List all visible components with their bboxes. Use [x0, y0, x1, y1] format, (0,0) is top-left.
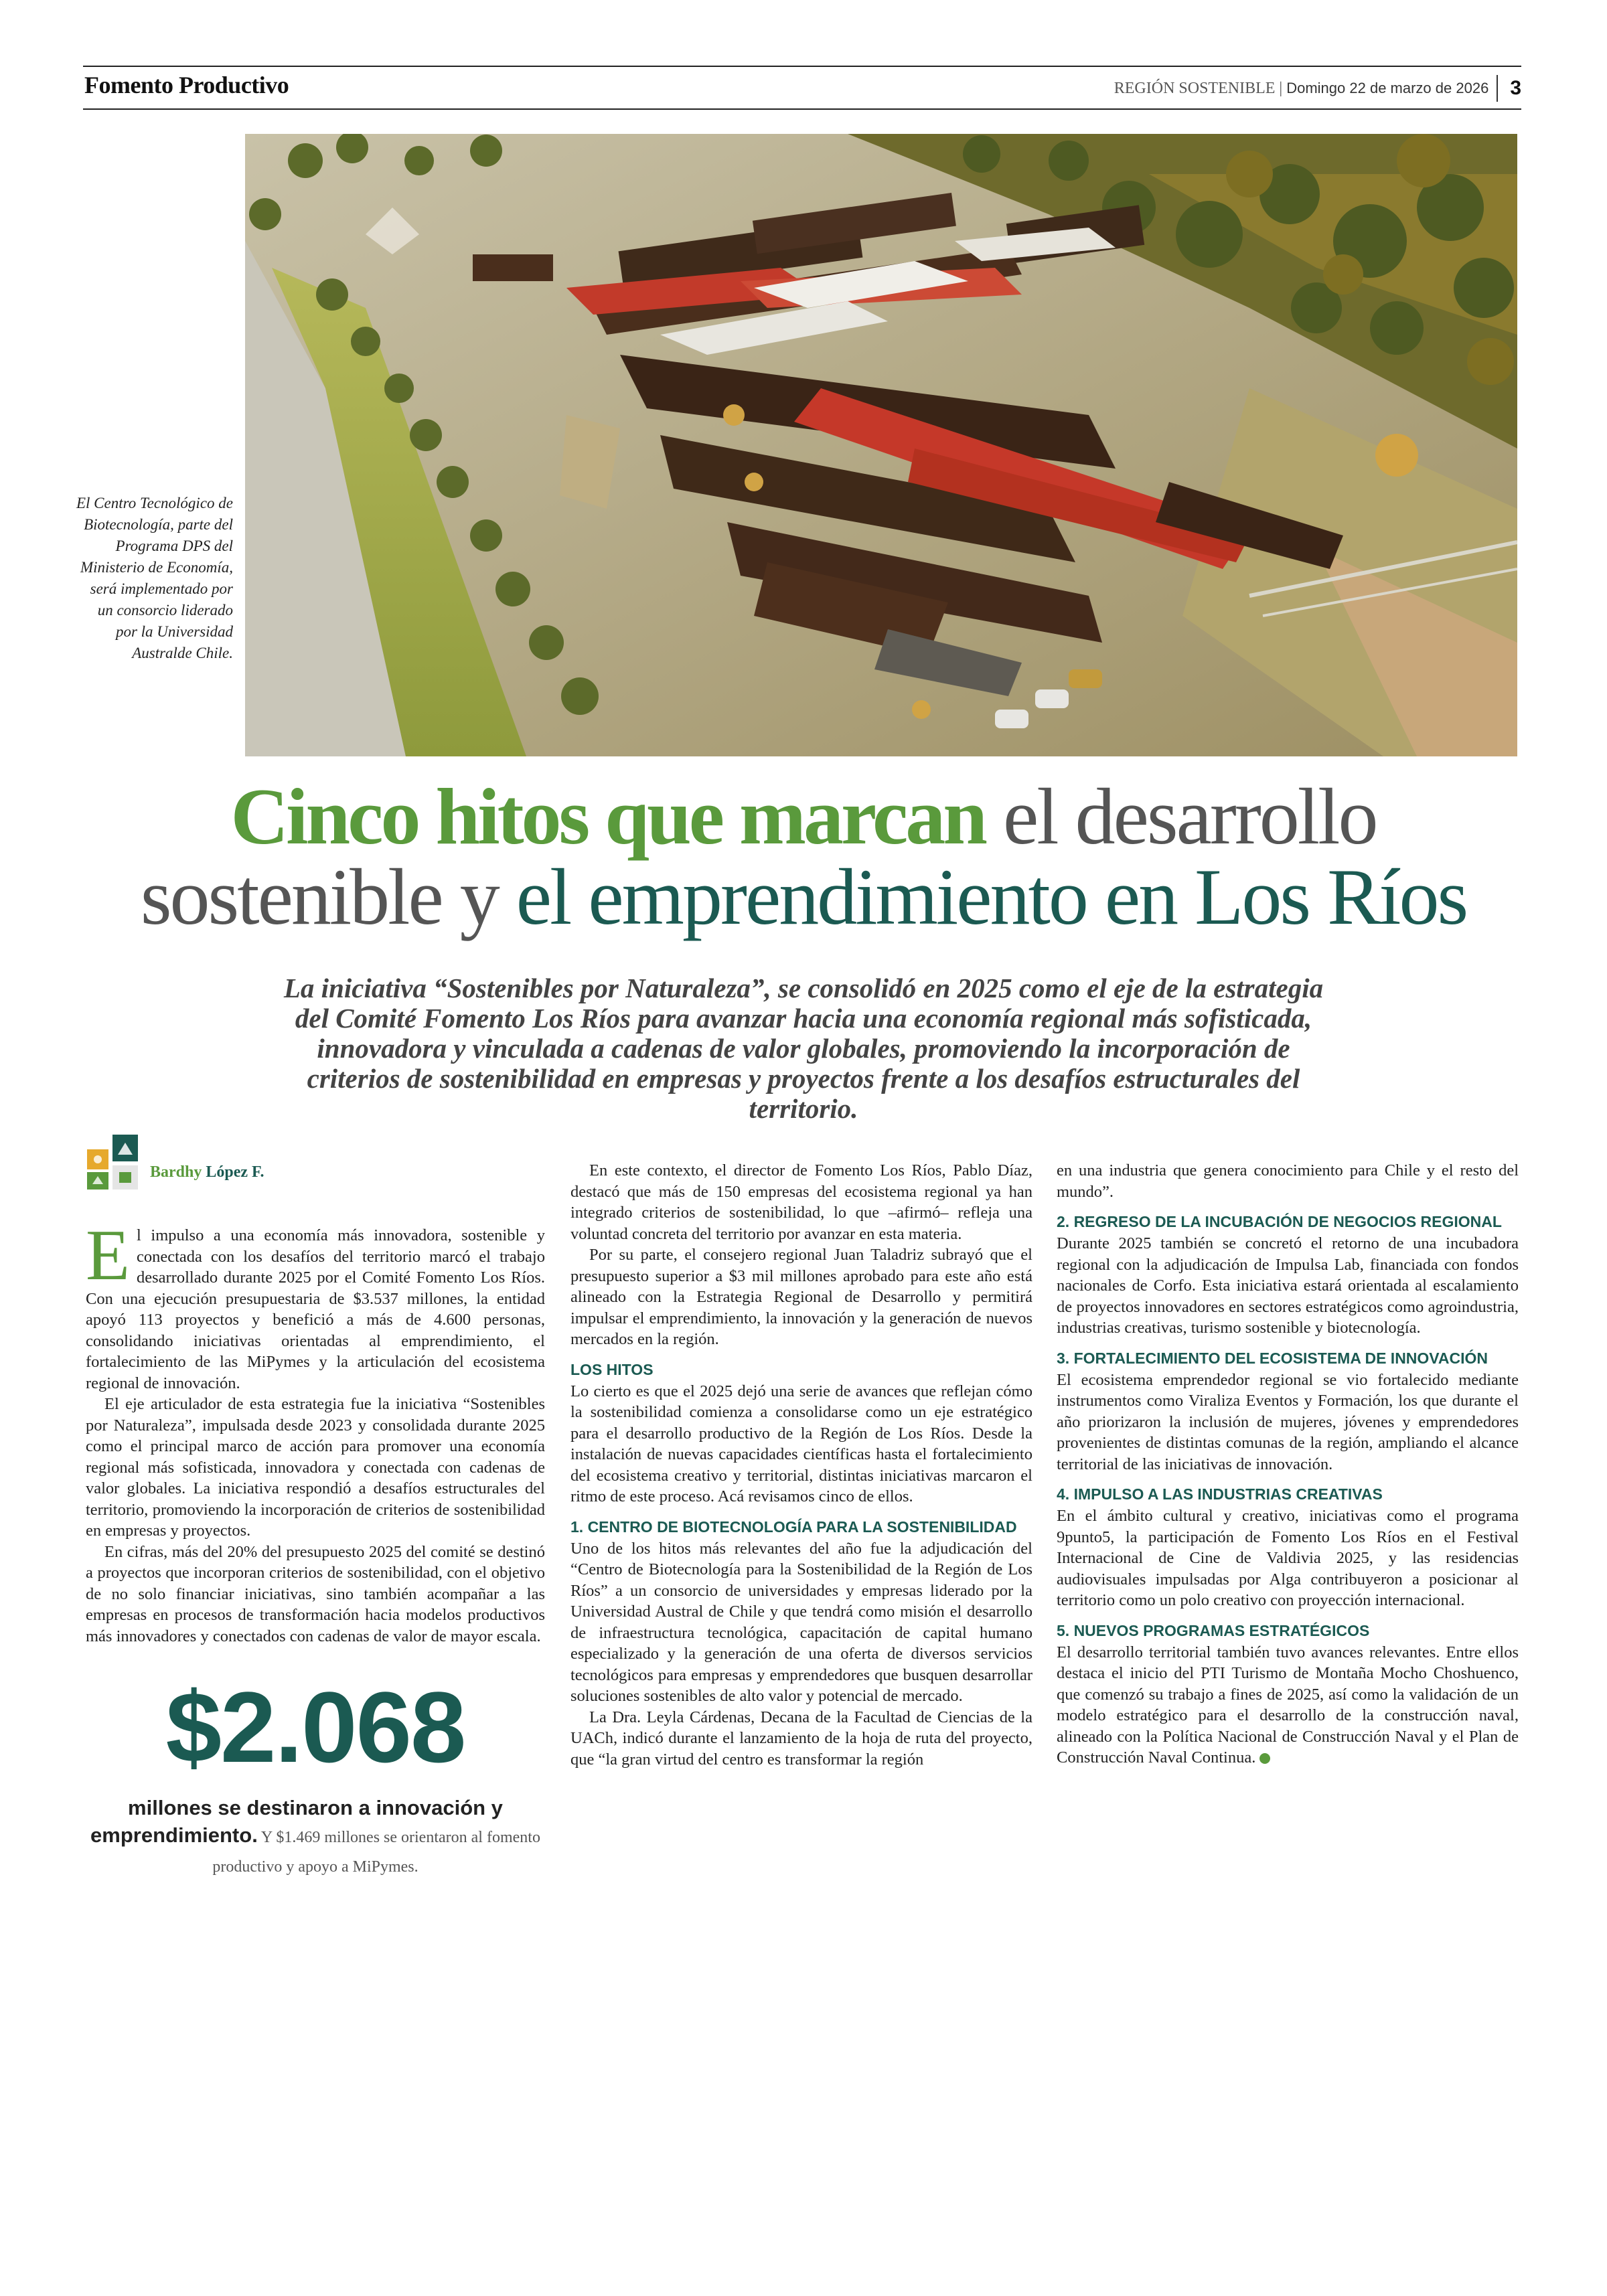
section-name: Fomento Productivo	[84, 72, 289, 98]
author-last-name: López F.	[202, 1163, 264, 1181]
aerial-rendering-photo	[245, 134, 1517, 756]
headline-grey-text-2: sostenible y	[140, 852, 516, 941]
paragraph: En cifras, más del 20% del presupuesto 2025 del comité se destinó a proyectos que incorporan criterios de sostenibilidad, con el objetivo de no solo financiar iniciativas, sino también acompañar a las empresas en procesos de transformación hacia modelos productivos más innovadores y conectados con cadenas de valor de mayor escala.	[86, 1542, 545, 1645]
author-first-name: Bardhy	[150, 1163, 202, 1181]
paragraph: El eje articulador de esta estrategia fue la iniciativa “Sostenibles por Naturaleza”, impulsada desde 2023 y consolidada durante 2025 como el principal marco de acción para promover una economía regional más sofisticada, innovadora y conectada con cadenas de valor globales. La iniciativa respondió a desafíos estructurales del territorio, promoviendo la incorporación de criterios de sostenibilidad en empresas y proyectos.	[86, 1395, 545, 1540]
stat-light-text: Y $1.469 millones se orientaron al fomento productivo y apoyo a MiPymes.	[212, 1829, 540, 1876]
headline-teal-text: el emprendimiento en Los Ríos	[516, 852, 1467, 941]
stat-number: $2.068	[165, 1671, 465, 1783]
stat-bold-text: millones se destinaron a innovación y emprendimiento.	[90, 1796, 503, 1847]
subheading-los-hitos: LOS HITOS	[570, 1360, 654, 1378]
subheading-hito-2: 2. REGRESO DE LA INCUBACIÓN DE NEGOCIOS REGIONAL	[1057, 1213, 1502, 1230]
headline-grey-text: el desarrollo	[985, 772, 1377, 861]
publication-name: REGIÓN SOSTENIBLE	[1114, 79, 1276, 97]
body-column-1	[86, 1216, 545, 1647]
subheading-hito-3: 3. FORTALECIMIENTO DEL ECOSISTEMA DE INNOVACIÓN	[1057, 1349, 1488, 1367]
paragraph-text: El desarrollo territorial también tuvo avances relevantes. Entre ellos destaca el inicio del PTI Turismo de Montaña Mocho Choshuenco, que comenzó su trabajo a fines de 2025, así como la validación de un modelo estratégico para el desarrollo de la construcción naval, alineado con la Política Nacional de Construcción Naval y el Plan de Construcción Naval Continua.	[1057, 1643, 1519, 1767]
comite-logo-icon	[87, 1135, 139, 1190]
paragraph: Lo cierto es que el 2025 dejó una serie de avances que reflejan cómo la sostenibilidad comienza a consolidarse como un eje estratégico para el desarrollo productivo de la Región de Los Ríos. Desde la instalación de nuevas capacidades científicas hasta el fortalecimiento del ecosistema creativo y territorial, distintas iniciativas marcaron el ritmo de este proceso. Acá revisamos cinco de ellos.	[570, 1382, 1032, 1505]
body-column-2	[570, 1160, 1032, 1770]
paragraph: En este contexto, el director de Fomento Los Ríos, Pablo Díaz, destacó que más de 150 empresas del ecosistema regional ya han integrado criterios de sostenibilidad, lo que –afirmó– refleja una voluntad concreta del territorio por avanzar en esta materia.	[570, 1161, 1032, 1243]
paragraph-text: l impulso a una economía más innovadora, sostenible y conectada con los desafíos del territorio marcó el trabajo desarrollado durante 2025 por el Comité Fomento Los Ríos. Con una ejecución presupuestaria de $3.537 millones, la entidad apoyó 113 proyectos y benefició a más de 4.600 personas, consolidando iniciativas orientadas al emprendimiento, el fortalecimiento de las MiPymes y la articulación del ecosistema regional de innovación.	[86, 1226, 545, 1392]
paragraph: Uno de los hitos más relevantes del año fue la adjudicación del “Centro de Biotecnología para la Sostenibilidad de la Región de Los Ríos” a un consorcio de universidades y empresas liderado por la Universidad Austral de Chile y que tendrá como misión el desarrollo de infraestructura tecnológica, capacitación de capital humano especializado y la generación de una oferta de diversos servicios tecnológicos para empresas y emprendedores que busquen desarrollar soluciones sostenibles de alto valor y potencial de mercado.	[570, 1539, 1032, 1705]
paragraph: En el ámbito cultural y creativo, iniciativas como el programa 9punto5, la participación de Fomento Los Ríos en el Festival Internacional de Cine de Valdivia 2025, y las residencias audiovisuales impulsadas por Alga contribuyeron a posicionar al territorio como un polo creativo con proyección internacional.	[1057, 1507, 1519, 1609]
paragraph	[86, 1216, 545, 1394]
headline	[0, 772, 1607, 941]
headline-line-1	[0, 772, 1607, 861]
paragraph: Por su parte, el consejero regional Juan Taladriz subrayó que el presupuesto superior a $3 mil millones aprobado para este año está alineado con la Estrategia Regional de Desarrollo y permitirá impulsar el emprendimiento, la innovación y la generación de nuevos mercados en la región.	[570, 1246, 1032, 1348]
paragraph	[1057, 1642, 1519, 1769]
subheading-hito-5: 5. NUEVOS PROGRAMAS ESTRATÉGICOS	[1057, 1621, 1370, 1639]
subheading-hito-1: 1. CENTRO DE BIOTECNOLOGÍA PARA LA SOSTENIBILIDAD	[570, 1518, 1017, 1536]
drop-cap: E	[86, 1216, 130, 1295]
header-separator: |	[1279, 79, 1283, 97]
byline	[150, 1163, 264, 1181]
paragraph: La Dra. Leyla Cárdenas, Decana de la Facultad de Ciencias de la UACh, indicó durante el lanzamiento de la hoja de ruta del proyecto, que “la gran virtud del centro es transformar la región	[570, 1708, 1032, 1769]
headline-highlight: Cinco hitos que marcan	[230, 772, 986, 861]
photo-caption: El Centro Tecnológico de Biotecnología, parte del Programa DPS del Ministerio de Economía, será implementado por un consorcio liderado por la Universidad Australde Chile.	[76, 495, 233, 661]
end-mark-icon	[1259, 1753, 1270, 1764]
paragraph: en una industria que genera conocimiento para Chile y el resto del mundo”.	[1057, 1161, 1519, 1201]
header-divider	[1497, 75, 1498, 102]
publication-date: Domingo 22 de marzo de 2026	[1286, 80, 1489, 96]
subheading-hito-4: 4. IMPULSO A LAS INDUSTRIAS CREATIVAS	[1057, 1485, 1383, 1503]
paragraph: Durante 2025 también se concretó el retorno de una incubadora regional con la adjudicación de Impulsa Lab, financiada con fondos nacionales de Corfo. Esta iniciativa estará orientada al escalamiento de proyectos innovadores en sectores estratégicos como agroindustria, industrias creativas, turismo sostenible y biotecnología.	[1057, 1234, 1519, 1337]
page-number: 3	[1510, 77, 1521, 99]
header-rule-bottom	[83, 108, 1521, 110]
headline-line-2	[0, 852, 1607, 941]
paragraph: El ecosistema emprendedor regional se vio fortalecido mediante instrumentos como Viraliza Eventos y Formación, los que durante el año priorizaron la inclusión de mujeres, jóvenes y emprendedores provenientes de distintas comunas de la región, ampliando el alcance territorial de las iniciativas de innovación.	[1057, 1370, 1519, 1473]
body-column-3	[1057, 1160, 1519, 1769]
header-info	[1114, 75, 1521, 102]
stat-description	[86, 1794, 545, 1880]
article-deck: La iniciativa “Sostenibles por Naturaleza”, se consolidó en 2025 como el eje de la estrategia del Comité Fomento Los Ríos para avanzar hacia una economía regional más sofisticada, innovadora y vinculada a cadenas de valor globales, promoviendo la incorporación de criterios de sostenibilidad en empresas y proyectos frente a los desafíos estructurales del territorio.	[283, 973, 1324, 1124]
header-rule-top	[83, 66, 1521, 67]
